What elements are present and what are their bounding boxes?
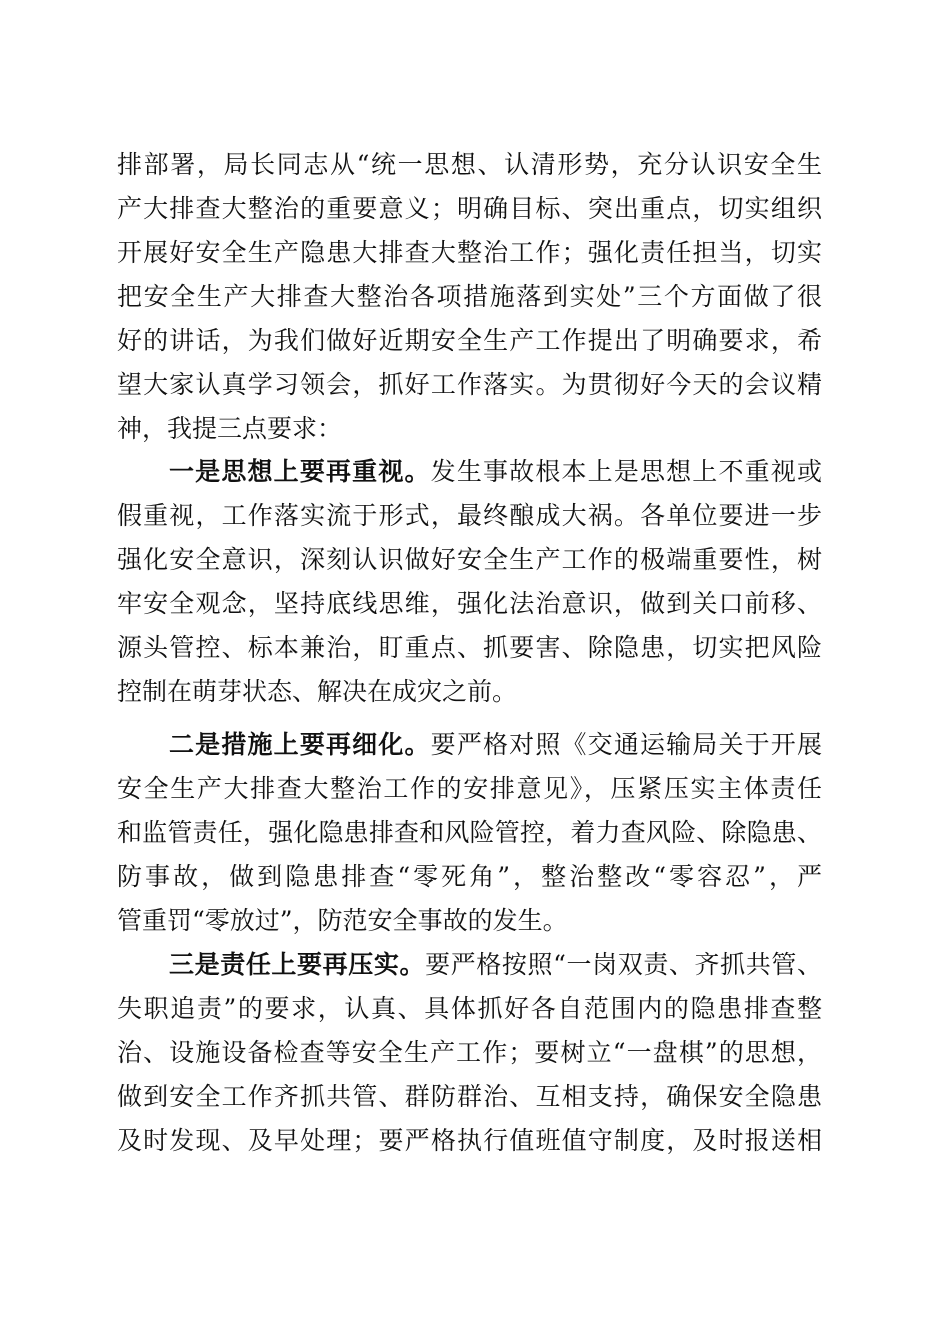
text-line xyxy=(117,774,822,804)
line-text: 治、设施设备检查等安全生产工作；要树立“一盘棋”的思想， xyxy=(117,1038,822,1067)
line-text: 发生事故根本上是思想上不重视或 xyxy=(430,457,822,486)
line-text: 控制在萌芽状态、解决在成灾之前。 xyxy=(117,677,518,706)
line-text: 望大家认真学习领会，抓好工作落实。为贯彻好今天的会议精 xyxy=(117,370,822,399)
line-text: 源头管控、标本兼治，盯重点、抓要害、除隐患，切实把风险 xyxy=(117,633,822,662)
line-text: 牢安全观念，坚持底线思维，强化法治意识，做到关口前移、 xyxy=(117,589,822,618)
text-line xyxy=(117,150,822,180)
line-text: 及时发现、及早处理；要严格执行值班值守制度，及时报送相 xyxy=(117,1126,822,1155)
line-text: 管重罚“零放过”，防范安全事故的发生。 xyxy=(117,906,568,935)
text-line xyxy=(117,282,822,312)
text-line xyxy=(117,545,822,575)
text-line xyxy=(117,194,822,224)
text-line xyxy=(117,414,822,444)
line-text: 神，我提三点要求： xyxy=(117,414,343,443)
line-text: 失职追责”的要求，认真、具体抓好各自范围内的隐患排查整 xyxy=(117,994,822,1023)
text-line xyxy=(117,862,822,892)
line-text: 要严格对照《交通运输局关于开展 xyxy=(430,730,822,759)
text-line xyxy=(117,1126,822,1156)
text-line xyxy=(117,1038,822,1068)
text-line xyxy=(117,677,822,707)
line-text: 防事故，做到隐患排查“零死角”，整治整改“零容忍”，严 xyxy=(117,862,822,891)
point-heading: 三是责任上要再压实。 xyxy=(169,950,426,979)
text-line xyxy=(117,633,822,663)
point-heading: 二是措施上要再细化。 xyxy=(169,730,431,759)
line-text: 和监管责任，强化隐患排查和风险管控，着力查风险、除隐患、 xyxy=(117,818,822,847)
line-text: 把安全生产大排查大整治各项措施落到实处”三个方面做了很 xyxy=(117,282,822,311)
line-text: 安全生产大排查大整治工作的安排意见》，压紧压实主体责任 xyxy=(117,774,822,803)
text-line xyxy=(117,326,822,356)
text-line xyxy=(117,370,822,400)
text-line xyxy=(169,950,822,980)
line-text: 排部署，局长同志从“统一思想、认清形势，充分认识安全生 xyxy=(117,150,822,179)
line-text: 假重视，工作落实流于形式，最终酿成大祸。各单位要进一步 xyxy=(117,501,822,530)
text-line xyxy=(117,818,822,848)
text-line xyxy=(169,730,822,760)
line-text: 好的讲话，为我们做好近期安全生产工作提出了明确要求，希 xyxy=(117,326,822,355)
text-line xyxy=(117,501,822,531)
text-line xyxy=(169,457,822,487)
line-text: 要严格按照“一岗双责、齐抓共管、 xyxy=(425,950,822,979)
line-text: 产大排查大整治的重要意义；明确目标、突出重点，切实组织 xyxy=(117,194,822,223)
line-text: 做到安全工作齐抓共管、群防群治、互相支持，确保安全隐患 xyxy=(117,1082,822,1111)
text-line xyxy=(117,906,822,936)
text-line xyxy=(117,589,822,619)
point-heading: 一是思想上要再重视。 xyxy=(169,457,431,486)
text-line xyxy=(117,994,822,1024)
line-text: 强化安全意识，深刻认识做好安全生产工作的极端重要性，树 xyxy=(117,545,822,574)
text-line xyxy=(117,1082,822,1112)
text-line xyxy=(117,238,822,268)
line-text: 开展好安全生产隐患大排查大整治工作；强化责任担当，切实 xyxy=(117,238,822,267)
